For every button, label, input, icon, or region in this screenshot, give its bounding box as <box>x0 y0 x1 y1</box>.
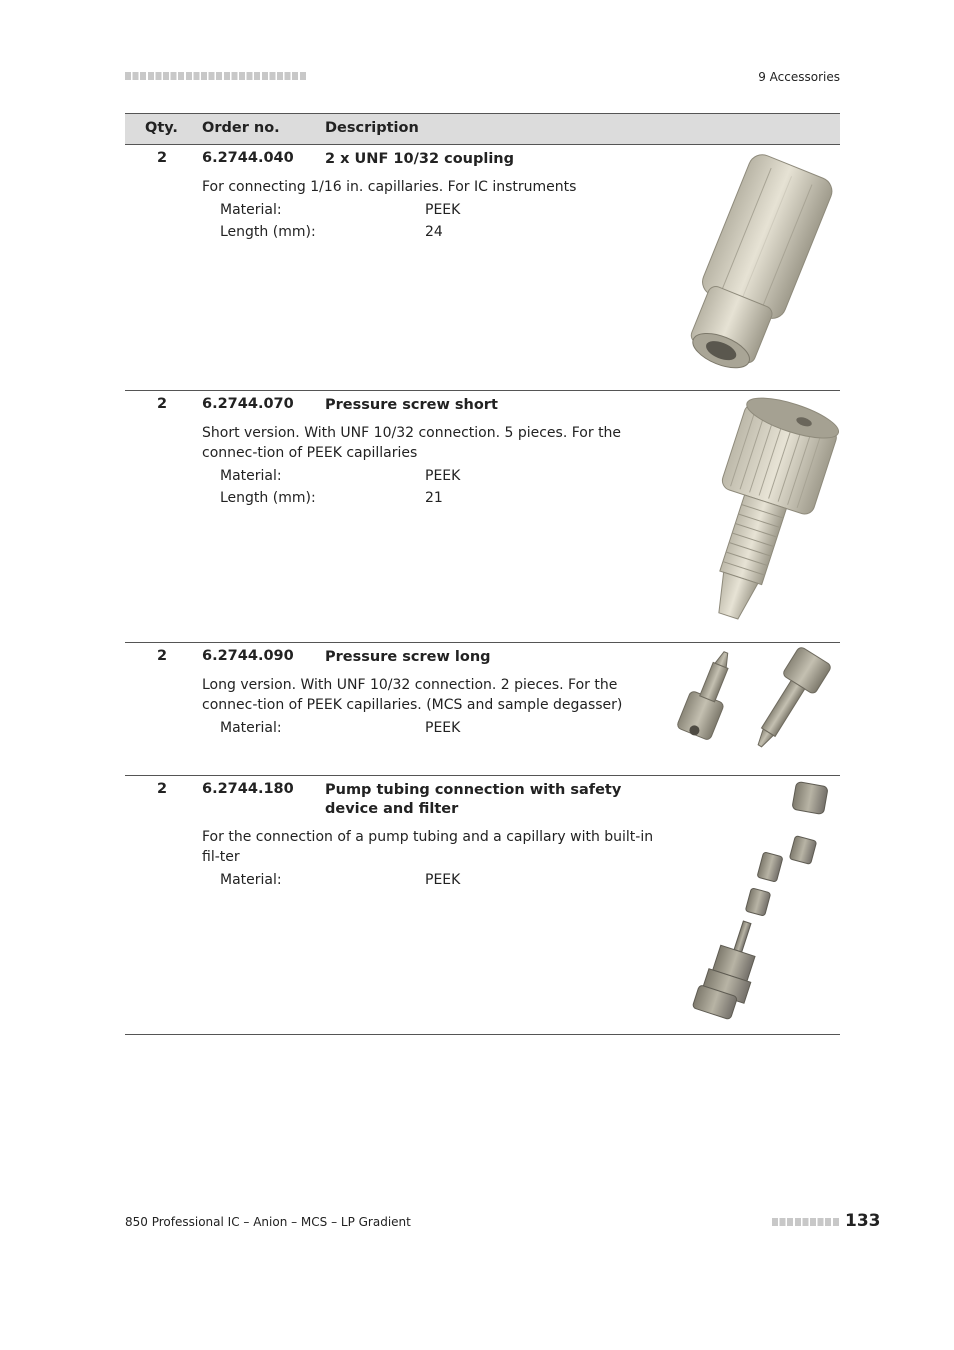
prop-value: 21 <box>425 490 443 506</box>
table-row <box>125 391 840 643</box>
page-number: 133 <box>845 1211 881 1231</box>
table-row <box>125 776 840 1035</box>
footer-dots <box>772 1218 839 1226</box>
row-title: 2 x UNF 10/32 coupling <box>325 151 515 167</box>
row-order-no: 6.2744.180 <box>202 781 294 797</box>
prop-label: Length (mm): <box>220 490 316 506</box>
row-description: Short version. With UNF 10/32 connection. 5 pieces. For the connec-tion of PEEK capillaries <box>202 425 622 461</box>
header-dots <box>125 72 307 80</box>
row-title: Pump tubing connection with safety device and filter <box>325 782 622 817</box>
pressure-screw-short-image <box>666 395 840 627</box>
col-qty: Qty. <box>145 120 178 136</box>
row-order-no: 6.2744.070 <box>202 396 294 412</box>
table-row <box>125 643 840 776</box>
row-description: For connecting 1/16 in. capillaries. For IC instruments <box>202 179 577 195</box>
pressure-screw-long-image <box>666 647 840 757</box>
prop-label: Material: <box>220 872 282 888</box>
prop-label: Material: <box>220 202 282 218</box>
row-title: Pressure screw short <box>325 397 498 413</box>
row-qty: 2 <box>157 781 168 797</box>
table-row <box>125 145 840 391</box>
prop-value: PEEK <box>425 468 461 484</box>
coupling-image <box>666 149 840 377</box>
row-order-no: 6.2744.040 <box>202 150 294 166</box>
table-header <box>125 113 840 145</box>
row-qty: 2 <box>157 150 168 166</box>
row-qty: 2 <box>157 396 168 412</box>
prop-value: PEEK <box>425 872 461 888</box>
prop-label: Material: <box>220 720 282 736</box>
section-title: 9 Accessories <box>758 70 840 84</box>
pump-tubing-connection-image <box>666 778 840 1022</box>
accessories-table <box>125 113 840 1035</box>
prop-value: PEEK <box>425 202 461 218</box>
prop-value: PEEK <box>425 720 461 736</box>
row-order-no: 6.2744.090 <box>202 648 294 664</box>
prop-label: Length (mm): <box>220 224 316 240</box>
col-description: Description <box>325 120 419 136</box>
document-title: 850 Professional IC – Anion – MCS – LP Gradient <box>125 1215 411 1229</box>
row-title: Pressure screw long <box>325 649 491 665</box>
row-qty: 2 <box>157 648 168 664</box>
row-description: For the connection of a pump tubing and a capillary with built-in fil-ter <box>202 829 654 865</box>
col-order-no: Order no. <box>202 120 280 136</box>
prop-label: Material: <box>220 468 282 484</box>
prop-value: 24 <box>425 224 443 240</box>
row-description: Long version. With UNF 10/32 connection. 2 pieces. For the connec-tion of PEEK capillaries. (MCS and sample degasser) <box>202 677 623 713</box>
